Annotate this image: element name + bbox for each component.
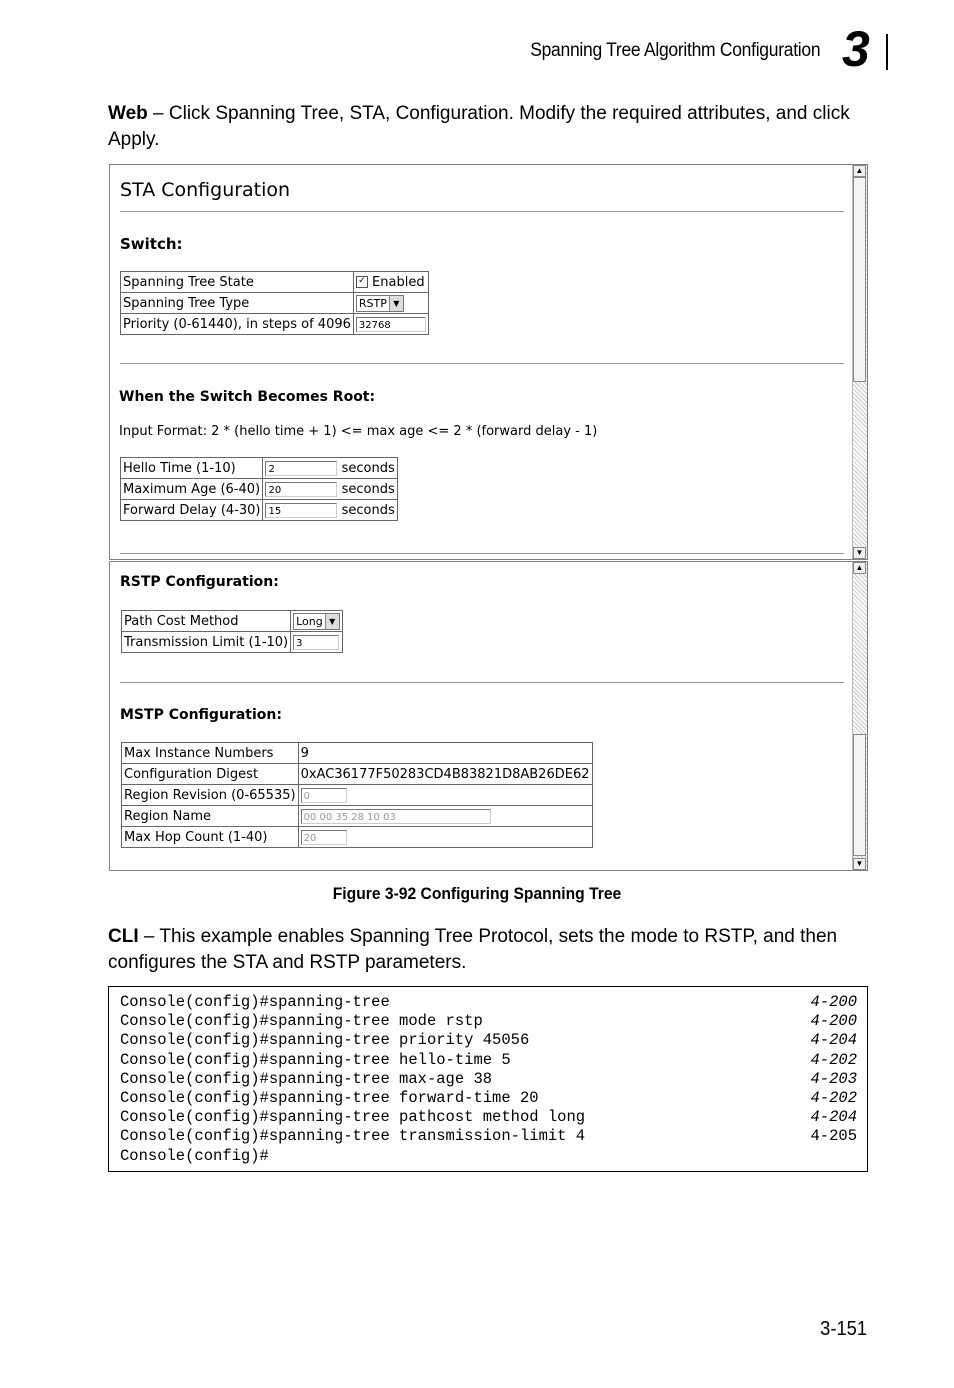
running-header-title: Spanning Tree Algorithm Configuration: [529, 40, 820, 61]
config-digest-label: Configuration Digest: [122, 764, 299, 785]
region-name-cell: [298, 806, 592, 827]
sta-config-title: STA Configuration: [120, 179, 291, 201]
transmission-limit-label: Transmission Limit (1-10): [122, 632, 291, 653]
max-age-label: Maximum Age (6-40): [121, 479, 263, 500]
config-digest-value: 0xAC36177F50283CD4B83821D8AB26DE62: [298, 764, 592, 785]
cli-example-box: [108, 986, 868, 1172]
cli-text: – This example enables Spanning Tree Protocol, sets the mode to RSTP, and then configures the STA and RSTP parameters.: [108, 926, 838, 973]
chevron-down-icon: ▼: [389, 296, 403, 311]
path-cost-method-value: Long: [296, 614, 323, 628]
root-heading: When the Switch Becomes Root:: [119, 389, 376, 405]
max-age-input[interactable]: 20: [265, 482, 337, 497]
vertical-scrollbar[interactable]: [852, 165, 867, 559]
region-revision-label: Region Revision (0-65535): [122, 785, 299, 806]
cli-command: Console(config)#spanning-tree transmission-limit 4: [120, 1127, 586, 1145]
table-row: [121, 272, 429, 293]
priority-label: Priority (0-61440), in steps of 4096: [121, 314, 354, 335]
sta-config-window-bottom: [109, 561, 868, 871]
spanning-tree-state-checkbox[interactable]: ✓: [356, 276, 368, 288]
input-format-note: Input Format: 2 * (hello time + 1) <= max age <= 2 * (forward delay - 1): [119, 424, 598, 439]
spanning-tree-state-label: Spanning Tree State: [121, 272, 354, 293]
web-label: Web: [108, 103, 148, 124]
priority-cell: [353, 314, 428, 335]
table-row: [121, 500, 398, 521]
scroll-down-icon[interactable]: ▼: [853, 547, 866, 559]
scroll-down-icon[interactable]: ▼: [853, 858, 866, 870]
table-row: [122, 806, 593, 827]
scroll-up-icon[interactable]: ▲: [853, 165, 866, 177]
cli-command: Console(config)#spanning-tree mode rstp: [120, 1012, 483, 1030]
spanning-tree-type-label: Spanning Tree Type: [121, 293, 354, 314]
max-hop-count-label: Max Hop Count (1-40): [122, 827, 299, 848]
forward-delay-input[interactable]: 15: [265, 503, 337, 518]
cli-reference: 4-204: [810, 1108, 857, 1126]
spanning-tree-type-value: RSTP: [358, 296, 387, 310]
region-name-label: Region Name: [122, 806, 299, 827]
transmission-limit-input[interactable]: 3: [293, 635, 339, 650]
forward-delay-label: Forward Delay (4-30): [121, 500, 263, 521]
chapter-number: 3: [842, 21, 870, 77]
forward-delay-unit: seconds: [341, 502, 395, 518]
rstp-table: [121, 610, 343, 653]
rstp-heading: RSTP Configuration:: [120, 574, 279, 590]
mstp-table: [121, 742, 593, 848]
table-row: [122, 611, 343, 632]
cli-reference: 4-202: [810, 1089, 857, 1107]
figure-caption: Figure 3-92 Configuring Spanning Tree: [332, 884, 622, 903]
table-row: [122, 632, 343, 653]
cli-command: Console(config)#: [120, 1147, 269, 1165]
cli-command: Console(config)#spanning-tree hello-time 5: [120, 1051, 511, 1069]
table-row: [122, 743, 593, 764]
cli-command: Console(config)#spanning-tree forward-time 20: [120, 1089, 539, 1107]
divider: [120, 363, 844, 364]
cli-reference: 4-202: [810, 1051, 857, 1069]
scroll-thumb[interactable]: [853, 177, 866, 382]
web-instructions: [108, 101, 878, 153]
mstp-heading: MSTP Configuration:: [120, 707, 282, 723]
table-row: [121, 314, 429, 335]
max-age-unit: seconds: [341, 481, 395, 497]
table-row: [122, 764, 593, 785]
hello-time-input[interactable]: 2: [265, 461, 337, 476]
table-row: [122, 827, 593, 848]
hello-time-cell: [263, 458, 397, 479]
cli-instructions: [108, 924, 878, 976]
cli-reference: 4-204: [810, 1031, 857, 1049]
divider: [120, 211, 844, 212]
forward-delay-cell: [263, 500, 397, 521]
divider: [120, 682, 844, 683]
spanning-tree-type-cell: [353, 293, 428, 314]
region-revision-cell: [298, 785, 592, 806]
scroll-up-icon[interactable]: ▲: [853, 562, 866, 574]
sta-config-window-top: [109, 164, 868, 560]
max-age-cell: [263, 479, 397, 500]
max-hop-count-cell: [298, 827, 592, 848]
switch-heading: Switch:: [120, 235, 183, 253]
cli-reference: 4-200: [810, 993, 857, 1011]
spanning-tree-state-value: Enabled: [372, 274, 425, 290]
cli-label: CLI: [108, 926, 139, 947]
cli-command: Console(config)#spanning-tree priority 45056: [120, 1031, 530, 1049]
table-row: [121, 293, 429, 314]
chevron-down-icon: ▼: [325, 614, 339, 629]
max-instance-label: Max Instance Numbers: [122, 743, 299, 764]
web-text: – Click Spanning Tree, STA, Configuration. Modify the required attributes, and click Apply.: [108, 103, 850, 150]
region-revision-input[interactable]: 0: [301, 788, 347, 803]
path-cost-method-cell: [291, 611, 343, 632]
cli-reference: 4-200: [810, 1012, 857, 1030]
switch-settings-table: [120, 271, 429, 335]
hello-time-unit: seconds: [341, 460, 395, 476]
table-row: [122, 785, 593, 806]
spanning-tree-state-cell: [353, 272, 428, 293]
table-row: [121, 479, 398, 500]
divider: [120, 553, 844, 554]
table-row: [121, 458, 398, 479]
cli-command: Console(config)#spanning-tree: [120, 993, 390, 1011]
transmission-limit-cell: [291, 632, 343, 653]
scroll-thumb[interactable]: [853, 734, 866, 856]
region-name-input[interactable]: 00 00 35 28 10 03: [301, 809, 491, 824]
cli-reference: 4-205: [810, 1127, 857, 1145]
path-cost-method-label: Path Cost Method: [122, 611, 291, 632]
cli-reference: 4-203: [810, 1070, 857, 1088]
cli-command: Console(config)#spanning-tree max-age 38: [120, 1070, 493, 1088]
root-timers-table: [120, 457, 398, 521]
priority-input[interactable]: 32768: [356, 317, 426, 332]
path-cost-method-select[interactable]: [293, 613, 340, 630]
header-divider: [886, 34, 888, 70]
max-instance-value: 9: [298, 743, 592, 764]
max-hop-count-input[interactable]: 20: [301, 830, 347, 845]
cli-command: Console(config)#spanning-tree pathcost method long: [120, 1108, 586, 1126]
spanning-tree-type-select[interactable]: [356, 295, 404, 312]
hello-time-label: Hello Time (1-10): [121, 458, 263, 479]
vertical-scrollbar[interactable]: [852, 562, 867, 870]
page-number: 3-151: [819, 1318, 867, 1340]
